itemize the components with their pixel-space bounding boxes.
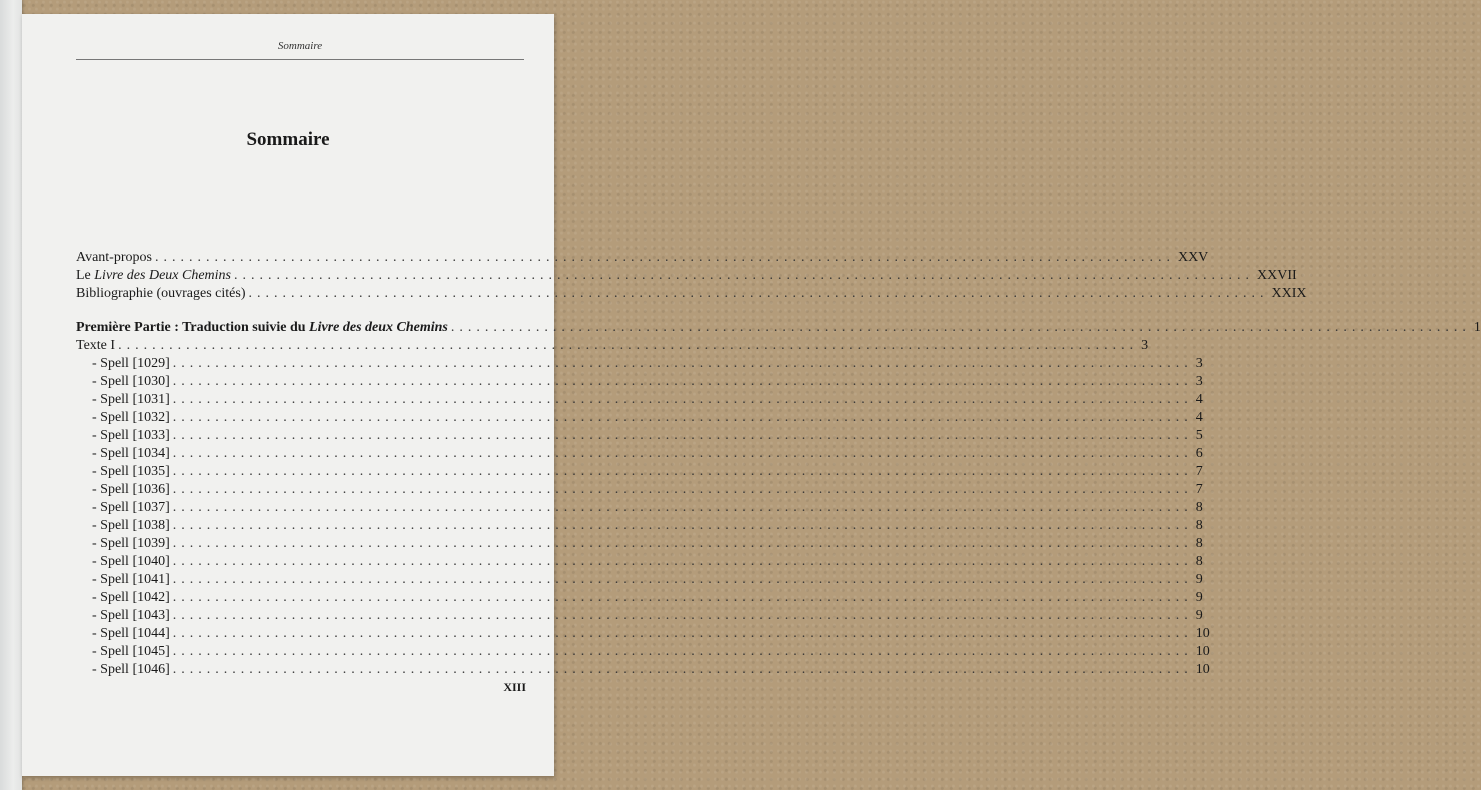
toc-entry-label-prefix: Le bbox=[76, 268, 95, 283]
leader-dots: ........................................................................................................................ bbox=[248, 286, 1269, 301]
main-contents-list bbox=[76, 319, 1481, 679]
toc-entry-bibliographie bbox=[76, 285, 1307, 303]
toc-entry-label: - Spell [1044] bbox=[92, 626, 170, 641]
leader-dots: ........................................................................................................................ bbox=[172, 644, 1193, 659]
leader-dots: ........................................................................................................................ bbox=[172, 626, 1193, 641]
toc-entry-page: 5 bbox=[1195, 428, 1203, 443]
toc-entry-page: 9 bbox=[1195, 572, 1203, 587]
toc-entry-spell bbox=[76, 553, 1203, 571]
toc-entry-label-prefix: Première Partie : Traduction suivie du bbox=[76, 320, 310, 335]
toc-entry-page: 4 bbox=[1195, 410, 1203, 425]
toc-entry-label: - Spell [1046] bbox=[92, 662, 170, 677]
toc-entry-page: 9 bbox=[1195, 590, 1203, 605]
toc-entry-spell bbox=[76, 571, 1203, 589]
toc-entry-page: 3 bbox=[1141, 338, 1149, 353]
page-number: XIII bbox=[503, 680, 526, 694]
toc-entry-spell bbox=[76, 391, 1203, 409]
leader-dots: ........................................................................................................................ bbox=[172, 590, 1193, 605]
leader-dots: ........................................................................................................................ bbox=[172, 518, 1193, 533]
leader-dots: ........................................................................................................................ bbox=[154, 250, 1175, 265]
leader-dots: ........................................................................................................................ bbox=[234, 268, 1254, 283]
toc-entry-label: - Spell [1032] bbox=[92, 410, 170, 425]
toc-entry-page: 8 bbox=[1195, 500, 1203, 515]
leader-dots: ........................................................................................................................ bbox=[172, 536, 1193, 551]
toc-entry-page: XXIX bbox=[1271, 286, 1307, 301]
toc-entry-page: 7 bbox=[1195, 464, 1203, 479]
book-page bbox=[22, 14, 1481, 776]
running-head: Sommaire bbox=[277, 40, 323, 52]
leader-dots: ........................................................................................................................ bbox=[172, 554, 1193, 569]
toc-entry-page: 10 bbox=[1195, 644, 1210, 659]
leader-dots: ........................................................................................................................ bbox=[172, 410, 1193, 425]
toc-entry-spell bbox=[76, 625, 1210, 643]
toc-entry-label: - Spell [1041] bbox=[92, 572, 170, 587]
toc-entry-spell bbox=[76, 607, 1203, 625]
leader-dots: ........................................................................................................................ bbox=[172, 464, 1193, 479]
toc-entry-page: 8 bbox=[1195, 554, 1203, 569]
toc-entry-page: 7 bbox=[1195, 482, 1203, 497]
toc-entry-label: - Spell [1037] bbox=[92, 500, 170, 515]
leader-dots: ........................................................................................................................ bbox=[172, 446, 1193, 461]
toc-entry-spell bbox=[76, 535, 1203, 553]
leader-dots: ........................................................................................................................ bbox=[172, 392, 1193, 407]
toc-entry-label: - Spell [1031] bbox=[92, 392, 170, 407]
toc-entry-page: 10 bbox=[1195, 662, 1210, 677]
toc-entry-spell bbox=[76, 373, 1203, 391]
toc-entry-label: Texte I bbox=[76, 338, 116, 353]
toc-entry-page: 3 bbox=[1195, 374, 1203, 389]
leader-dots: ........................................................................................................................ bbox=[172, 572, 1193, 587]
toc-entry-label: - Spell [1029] bbox=[92, 356, 170, 371]
toc-entry-page: 3 bbox=[1195, 356, 1203, 371]
leader-dots: ........................................................................................................................ bbox=[118, 338, 1139, 353]
toc-entry-label: - Spell [1033] bbox=[92, 428, 170, 443]
toc-entry-label: Bibliographie (ouvrages cités) bbox=[76, 286, 246, 301]
toc-entry-label: - Spell [1039] bbox=[92, 536, 170, 551]
toc-entry-spell bbox=[76, 355, 1203, 373]
toc-entry-label: - Spell [1030] bbox=[92, 374, 170, 389]
toc-entry-label-italic: Livre des deux Chemins bbox=[309, 320, 448, 335]
leader-dots: ........................................................................................................................ bbox=[172, 356, 1193, 371]
toc-entry-label bbox=[76, 267, 231, 285]
toc-entry-livre-des-deux-chemins bbox=[76, 267, 1297, 285]
toc-entry-spell bbox=[76, 517, 1203, 535]
toc-entry-page: 6 bbox=[1195, 446, 1203, 461]
leader-dots: ........................................................................................................................ bbox=[172, 662, 1193, 677]
toc-entry-spell bbox=[76, 589, 1203, 607]
toc-entry-spell bbox=[76, 661, 1210, 679]
front-matter-list bbox=[76, 249, 1307, 303]
toc-entry-label-italic: Livre des Deux Chemins bbox=[94, 268, 231, 283]
leader-dots: ........................................................................................................................ bbox=[172, 500, 1193, 515]
toc-entry-page: 1 bbox=[1473, 320, 1481, 335]
header-rule bbox=[76, 59, 524, 60]
toc-entry-page: XXV bbox=[1177, 250, 1209, 265]
toc-entry-page: 10 bbox=[1195, 626, 1210, 641]
page-title: Sommaire bbox=[246, 129, 330, 150]
toc-entry-page: 4 bbox=[1195, 392, 1203, 407]
toc-entry-label: - Spell [1045] bbox=[92, 644, 170, 659]
previous-page-edge bbox=[0, 0, 22, 790]
toc-entry-label bbox=[76, 319, 448, 337]
toc-entry-premiere-partie bbox=[76, 319, 1481, 337]
leader-dots: ........................................................................................................................ bbox=[172, 482, 1193, 497]
leader-dots: ........................................................................................................................ bbox=[172, 374, 1193, 389]
toc-entry-page: 8 bbox=[1195, 536, 1203, 551]
toc-entry-page: XXVII bbox=[1257, 268, 1297, 283]
toc-entry-label: - Spell [1035] bbox=[92, 464, 170, 479]
leader-dots: ........................................................................................................................ bbox=[172, 428, 1193, 443]
toc-entry-label: Avant-propos bbox=[76, 250, 152, 265]
toc-entry-page: 8 bbox=[1195, 518, 1203, 533]
toc-entry-page: 9 bbox=[1195, 608, 1203, 623]
toc-entry-spell bbox=[76, 499, 1203, 517]
toc-entry-avant-propos bbox=[76, 249, 1209, 267]
toc-entry-spell bbox=[76, 445, 1203, 463]
toc-entry-spell bbox=[76, 463, 1203, 481]
toc-entry-label: - Spell [1038] bbox=[92, 518, 170, 533]
toc-entry-label: - Spell [1043] bbox=[92, 608, 170, 623]
toc-entry-texte-i bbox=[76, 337, 1149, 355]
toc-entry-label: - Spell [1040] bbox=[92, 554, 170, 569]
toc-entry-spell bbox=[76, 427, 1203, 445]
toc-entry-label: - Spell [1042] bbox=[92, 590, 170, 605]
toc-entry-label: - Spell [1034] bbox=[92, 446, 170, 461]
leader-dots: ........................................................................................................................ bbox=[172, 608, 1193, 623]
leader-dots: ........................................................................................................................ bbox=[450, 320, 1471, 335]
toc-entry-spell bbox=[76, 481, 1203, 499]
toc-entry-spell bbox=[76, 643, 1210, 661]
toc-entry-spell bbox=[76, 409, 1203, 427]
toc-entry-label: - Spell [1036] bbox=[92, 482, 170, 497]
